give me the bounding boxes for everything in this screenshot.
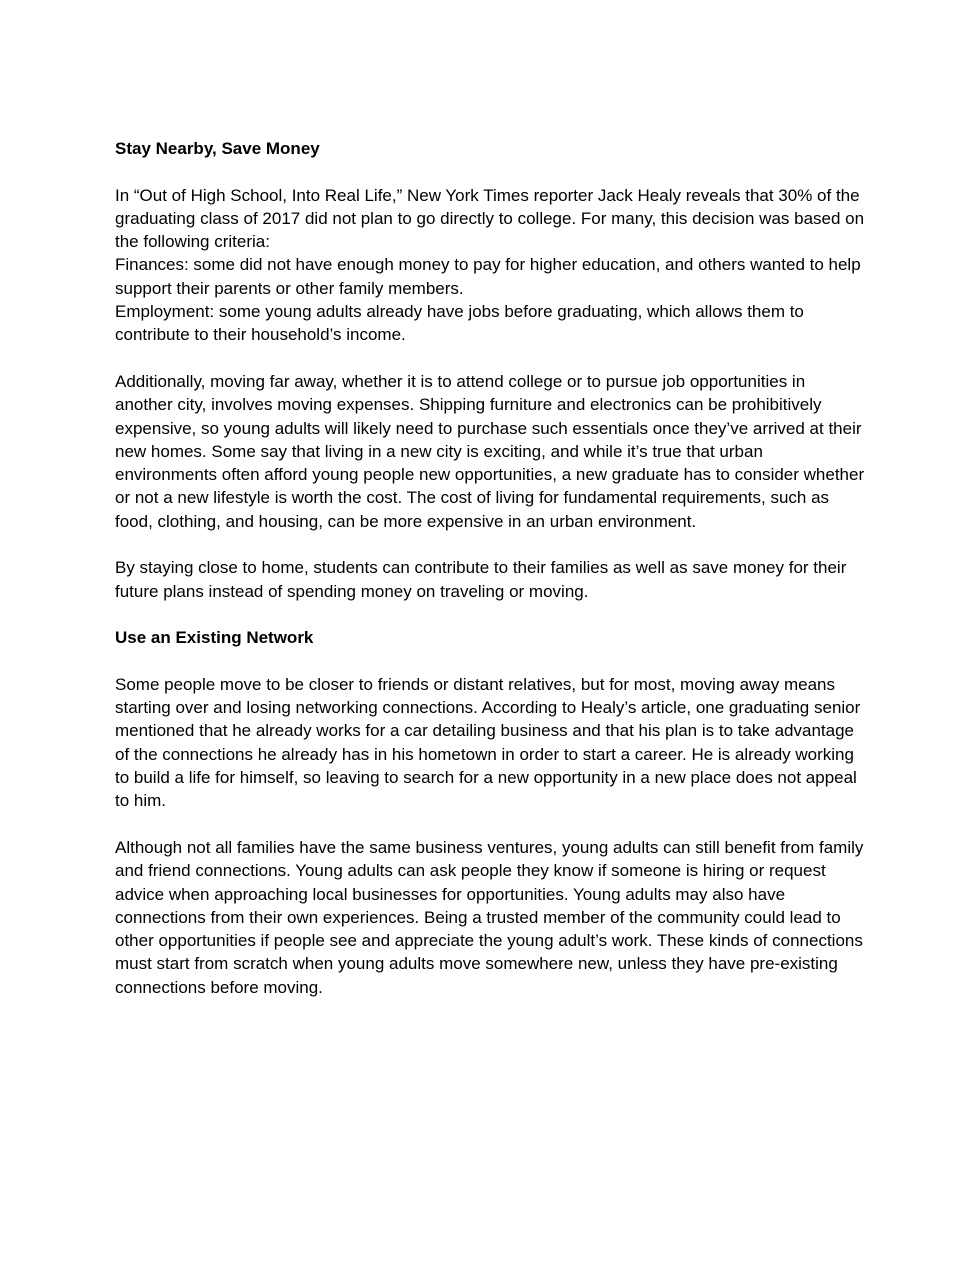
paragraph-intro: In “Out of High School, Into Real Life,” New York Times reporter Jack Healy reveals that 30% of the graduating class of 2017 did not plan to go directly to college. For many, this decision was based on the following criteria: [115,185,865,252]
paragraph-moving-expenses: Additionally, moving far away, whether it is to attend college or to pursue job opportunities in another city, involves moving expenses. Shipping furniture and electronics can be prohibitively expensive, so young adults will likely need to purchase such essentials once they’ve arrived at their new homes. Some say that living in a new city is exciting, and while it’s true that urban environments often afford young people new opportunities, a new graduate has to consider whether or not a new lifestyle is worth the cost. The cost of living for fundamental requirements, such as food, clothing, and housing, can be more expensive in an urban environment. [115,371,865,531]
spacer [115,603,865,626]
paragraph-networking: Some people move to be closer to friends or distant relatives, but for most, moving away means starting over and losing networking connections. According to Healy’s article, one graduating senior mentioned that he already works for a car detailing business and that his plan is to take advantage of the connections he already has in his hometown in order to start a career. He is already working to build a life for himself, so leaving to search for a new opportunity in a new place does not appeal to him. [115,674,861,811]
spacer [115,533,865,556]
spacer [115,813,865,836]
paragraph-staying-close: By staying close to home, students can contribute to their families as well as save money for their future plans instead of spending money on traveling or moving. [115,558,847,601]
spacer [115,160,865,183]
paragraph-employment: Employment: some young adults already have jobs before graduating, which allows them to contribute to their household’s income. [115,302,804,345]
paragraph-family-connections: Although not all families have the same business ventures, young adults can still benefit from family and friend connections. Young adults can ask people they know if someone is hiring or request advice when approaching local businesses for opportunities. Young adults may also have connections from their own experiences. Being a trusted member of the community could lead to other opportunities if people see and appreciate the young adult’s work. These kinds of connections must start from scratch when young adults move somewhere new, unless they have pre-existing connections before moving. [115,837,864,997]
spacer [115,650,865,673]
document-page [115,137,865,999]
paragraph-finances: Finances: some did not have enough money to pay for higher education, and others wanted to help support their parents or other family members. [115,255,861,298]
section-heading-existing-network: Use an Existing Network [115,628,314,648]
spacer [115,347,865,370]
section-heading-stay-nearby: Stay Nearby, Save Money [115,139,320,158]
